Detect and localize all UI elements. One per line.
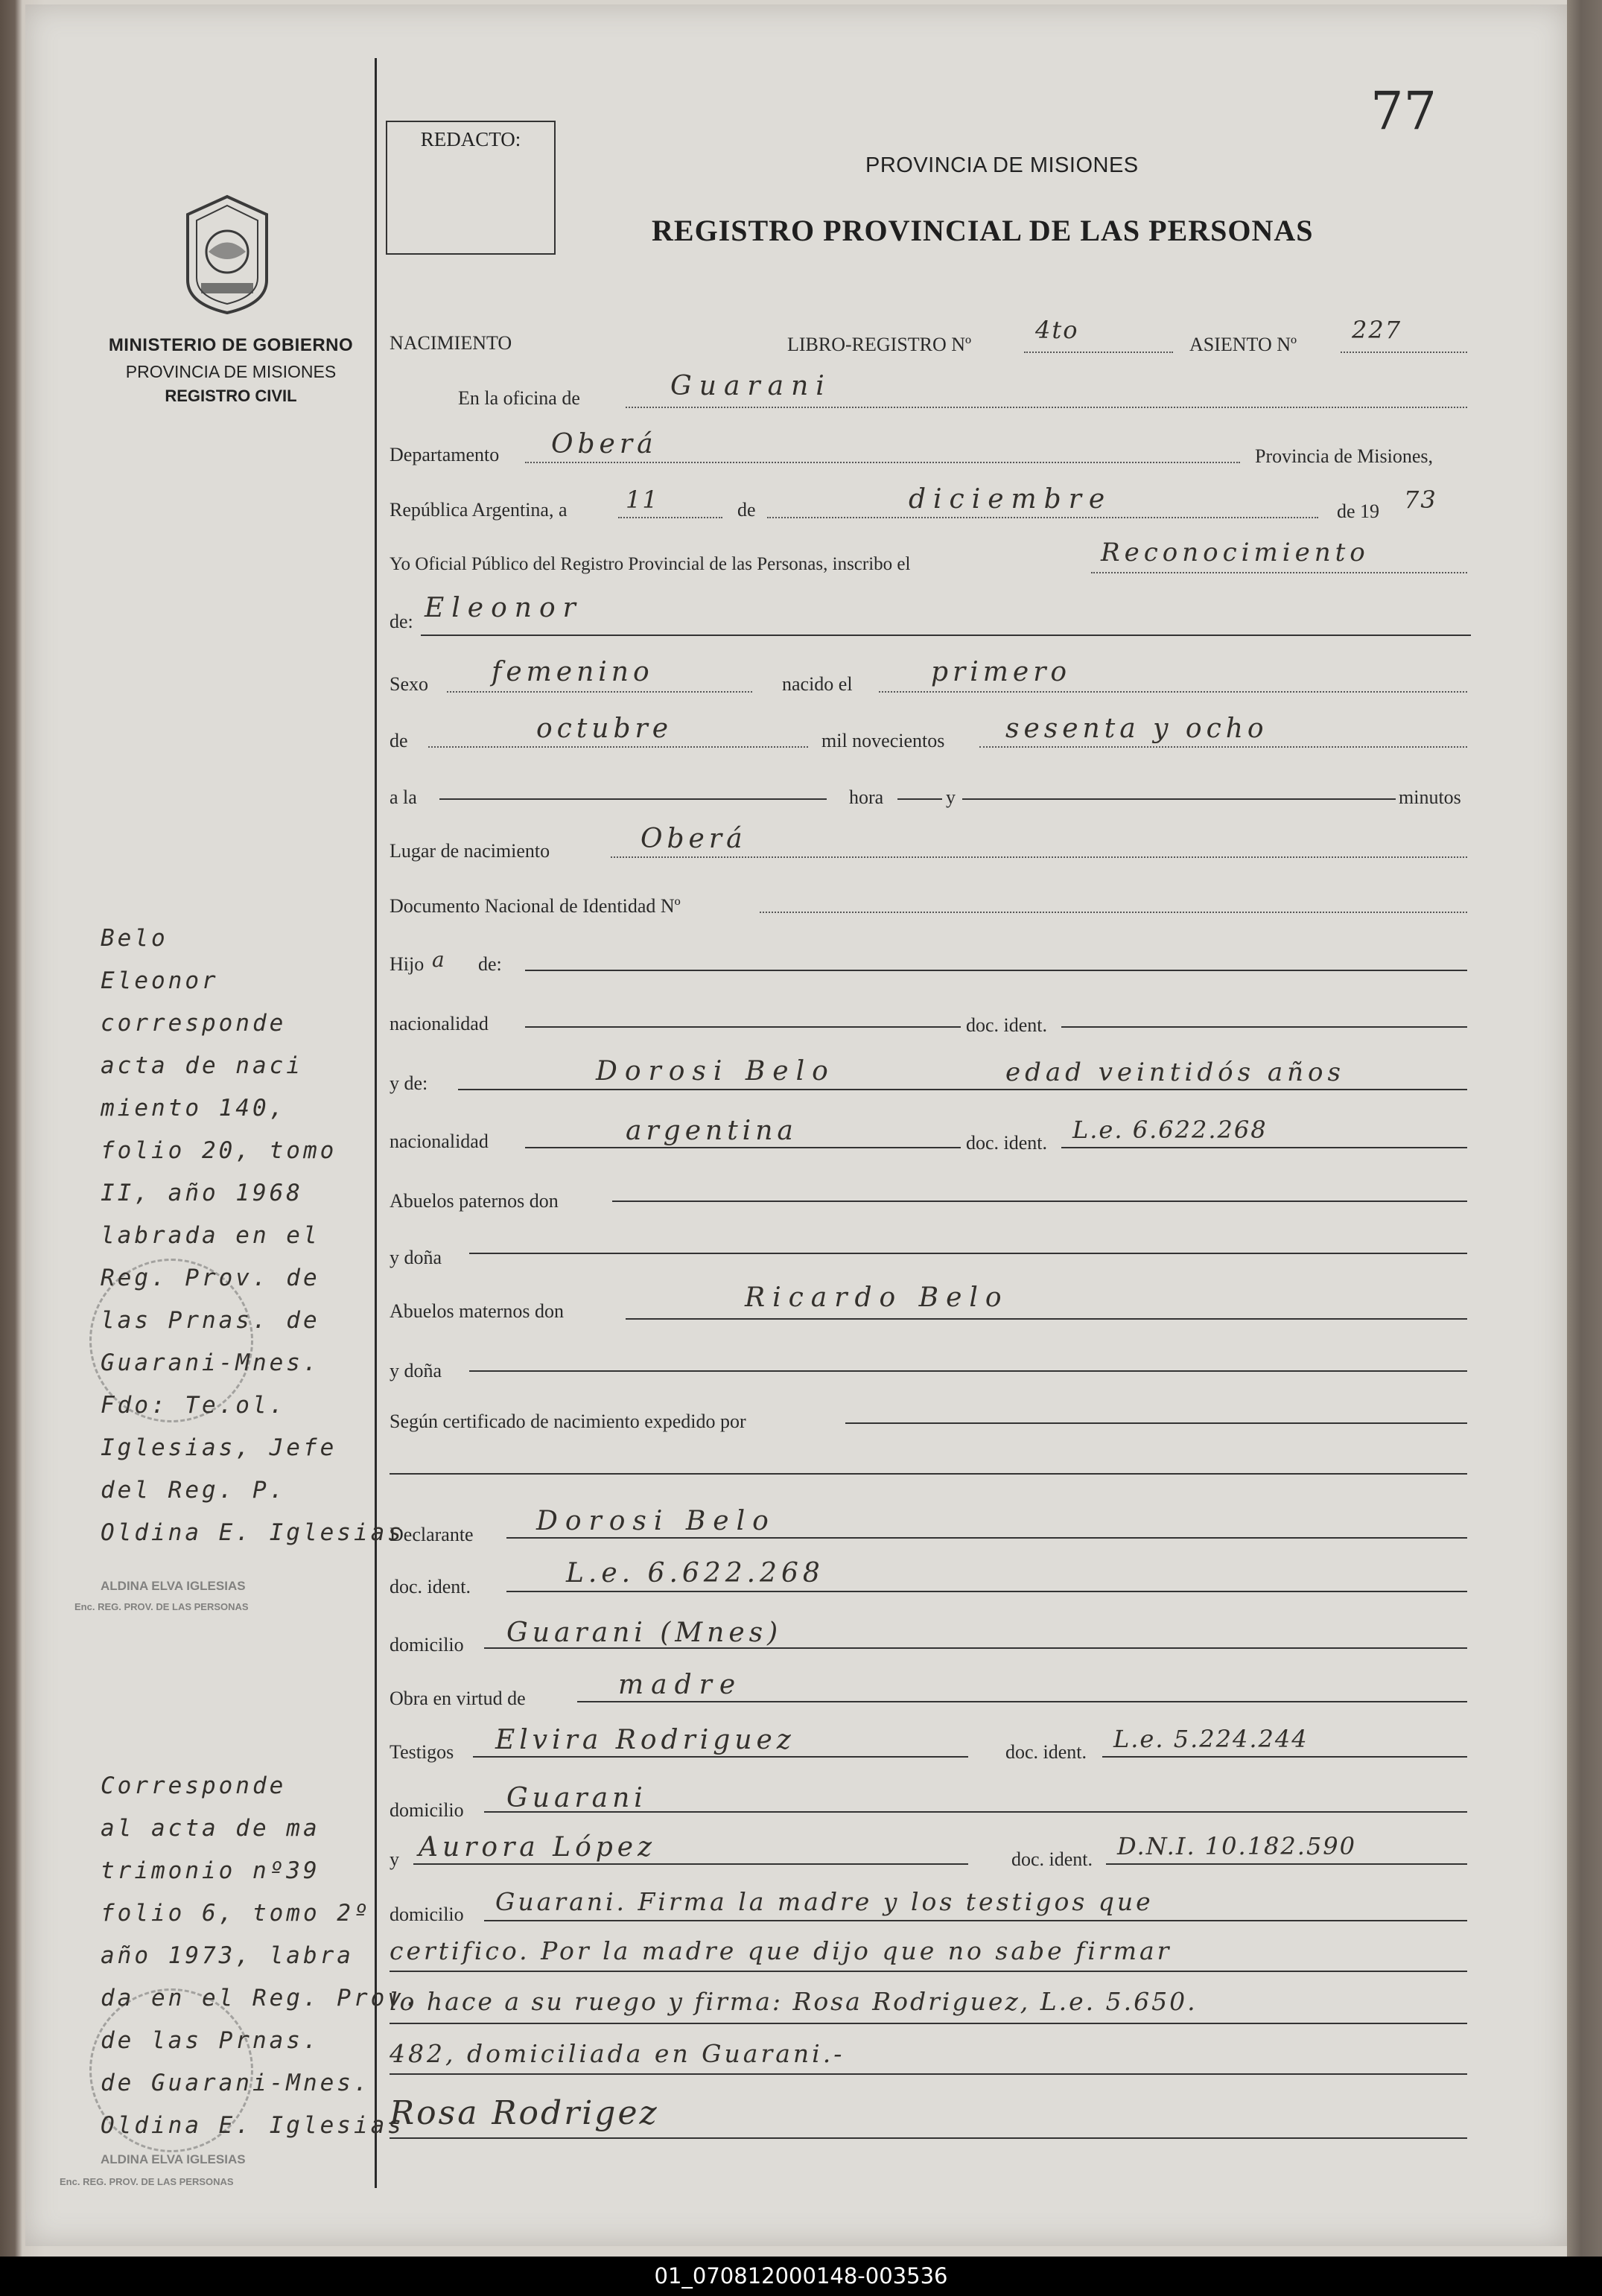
dec-dom-value: Guarani (Mnes): [506, 1618, 783, 1648]
nombre-line: [421, 635, 1471, 636]
dni-line: [760, 912, 1467, 913]
margin-note-line: Belo: [101, 925, 168, 952]
margin-note-line: Fdo: Te.ol.: [101, 1392, 287, 1419]
margin-note-line: folio 20, tomo: [101, 1137, 337, 1164]
stamp-name-2: ALDINA ELVA IGLESIAS: [101, 2152, 246, 2166]
madre-value: Dorosi Belo: [596, 1056, 836, 1087]
mes-value: diciembre: [909, 484, 1113, 515]
dec-dom-line: [484, 1647, 1467, 1649]
abuelo-mat-value: Ricardo Belo: [745, 1282, 1009, 1313]
hora-line: [897, 798, 942, 800]
docident-line: [1061, 1026, 1467, 1028]
margin-note-line: Corresponde: [101, 1772, 287, 1799]
remarks-rule1: [484, 1920, 1467, 1921]
remarks-line2: certifico. Por la madre que dijo que no sabe firmar: [390, 1936, 1172, 1965]
asiento-label: ASIENTO Nº: [1189, 334, 1297, 355]
libro-line: [1024, 352, 1173, 353]
dia-value: 11: [626, 486, 659, 514]
margin-note-line: de Guarani-Mnes.: [101, 2070, 371, 2096]
madre-nac-value: argentina: [626, 1116, 798, 1146]
hijo-line: [525, 970, 1467, 971]
dec-doc-value: L.e. 6.622.268: [566, 1558, 824, 1589]
margin-note-line: Oldina E. Iglesias: [101, 2112, 404, 2139]
margin-note-2: [101, 1765, 422, 2147]
docident2-label: doc. ident.: [966, 1132, 1048, 1154]
nacionalidad2-label: nacionalidad: [390, 1130, 489, 1152]
libro-label: LIBRO-REGISTRO Nº: [787, 334, 972, 355]
province-title: PROVINCIA DE MISIONES: [865, 153, 1139, 177]
margin-note-line: corresponde: [101, 1010, 287, 1037]
y-label: y: [946, 786, 956, 808]
testigo2-doc-label: doc. ident.: [1011, 1848, 1093, 1870]
de-label: de: [737, 499, 756, 521]
madre-line: [458, 1089, 1467, 1090]
minutos-label: minutos: [1399, 786, 1461, 808]
abuelos-pat-label: Abuelos paternos don: [390, 1190, 559, 1212]
signature-rule: [390, 2137, 1467, 2139]
margin-note-line: Reg. Prov. de: [101, 1265, 320, 1291]
testigo1-doc-value: L.e. 5.224.244: [1113, 1725, 1309, 1753]
margin-note-line: Iglesias, Jefe: [101, 1434, 337, 1461]
nombre-value: Eleonor: [425, 593, 583, 623]
departamento-line: [525, 462, 1240, 463]
segun-label: Según certificado de nacimiento expedido por: [390, 1411, 746, 1432]
republica-label: República Argentina, a: [390, 499, 568, 521]
margin-note-line: las Prnas. de: [101, 1307, 320, 1334]
nacionalidad-line: [525, 1026, 961, 1028]
y2-label: y: [390, 1848, 399, 1870]
ala-line: [439, 798, 827, 800]
margin-note-line: trimonio nº39: [101, 1857, 320, 1884]
sexo-label: Sexo: [390, 673, 428, 695]
remarks-rule4: [390, 2073, 1467, 2075]
page-number: 77: [1370, 80, 1437, 141]
margin-note-line: al acta de ma: [101, 1815, 320, 1842]
lugar-value: Oberá: [641, 824, 747, 854]
remarks-line4: 482, domiciliada en Guarani.-: [390, 2039, 845, 2068]
testigo1-doc-label: doc. ident.: [1005, 1741, 1087, 1763]
testigo2-line: [413, 1863, 968, 1865]
obra-label: Obra en virtud de: [390, 1688, 526, 1709]
minutos-line: [962, 798, 1396, 800]
margin-note-line: folio 6, tomo 2º: [101, 1900, 371, 1927]
obra-line: [577, 1701, 1467, 1702]
registry-title: REGISTRO PROVINCIAL DE LAS PERSONAS: [652, 214, 1314, 247]
segun-line: [845, 1422, 1467, 1424]
inscribo-value: Reconocimiento: [1101, 538, 1370, 567]
nacido-line: [879, 691, 1467, 693]
inscribo-line: [1091, 572, 1467, 573]
libro-value: 4to: [1035, 316, 1079, 344]
lugar-line: [611, 856, 1467, 858]
margin-note-line: II, año 1968: [101, 1180, 303, 1206]
abuelos-mat-label: Abuelos maternos don: [390, 1300, 564, 1322]
footer-id: 01_070812000148-003536: [0, 2257, 1602, 2296]
segun-line2: [390, 1473, 1467, 1475]
yde-label: y de:: [390, 1072, 428, 1094]
abuelos-mat-line: [626, 1318, 1467, 1320]
departamento-value: Oberá: [551, 429, 658, 459]
remarks-rule3: [390, 2023, 1467, 2024]
provincia-label: Provincia de Misiones,: [1255, 445, 1434, 467]
testigo1-dom-label: domicilio: [390, 1799, 464, 1821]
ala-label: a la: [390, 786, 417, 808]
remarks-line3: lo hace a su ruego y firma: Rosa Rodriguez, L.e. 5.650.: [390, 1987, 1198, 2016]
obra-value: madre: [618, 1670, 743, 1700]
ministry-line1: MINISTERIO DE GOBIERNO: [108, 335, 354, 355]
testigo1-dom-value: Guarani: [506, 1783, 647, 1813]
testigo1-dom-line: [484, 1811, 1467, 1813]
ydona2-label: y doña: [390, 1360, 442, 1381]
oficina-line: [626, 407, 1467, 408]
redacto-box: [386, 121, 556, 255]
oficina-label: En la oficina de: [458, 387, 580, 409]
docident-label: doc. ident.: [966, 1014, 1048, 1036]
ydona2-line: [469, 1370, 1467, 1372]
testigo1-value: Elvira Rodriguez: [495, 1725, 795, 1755]
declarante-line: [506, 1537, 1467, 1539]
provincial-seal-icon: [179, 192, 276, 317]
dec-doc-line: [506, 1591, 1467, 1592]
ministry-line3: REGISTRO CIVIL: [165, 387, 297, 405]
margin-note-line: miento 140,: [101, 1095, 287, 1122]
edad-value: edad veintidós años: [1005, 1058, 1345, 1087]
stamp-name-1: ALDINA ELVA IGLESIAS: [101, 1579, 246, 1593]
anio-value: 73: [1404, 486, 1437, 514]
testigo2-dom-label: domicilio: [390, 1904, 464, 1925]
margin-note-1: [101, 918, 404, 1554]
dni-label: Documento Nacional de Identidad Nº: [390, 895, 681, 917]
ministry-header: [82, 335, 380, 406]
mil-label: mil novecientos: [821, 730, 945, 751]
margin-note-line: Eleonor: [101, 967, 219, 994]
lugar-label: Lugar de nacimiento: [390, 840, 550, 862]
madre-doc-line: [1061, 1147, 1467, 1148]
asiento-value: 227: [1352, 316, 1402, 344]
remarks-rule2: [390, 1971, 1467, 1972]
departamento-label: Departamento: [390, 444, 500, 465]
mes-line: [767, 517, 1318, 518]
book-edge: [1567, 0, 1602, 2257]
redacto-label: REDACTO:: [420, 128, 521, 150]
declarante-value: Dorosi Belo: [536, 1506, 776, 1536]
dec-doc-label: doc. ident.: [390, 1576, 471, 1597]
dia-line: [618, 517, 722, 518]
hora-label: hora: [849, 786, 884, 808]
signature: Rosa Rodrigez: [390, 2094, 659, 2132]
margin-note-line: del Reg. P.: [101, 1477, 287, 1504]
oficina-value: Guarani: [670, 371, 832, 401]
ydona-line: [469, 1253, 1467, 1254]
testigo1-doc-line: [1102, 1756, 1467, 1758]
margin-note-line: labrada en el: [101, 1222, 320, 1249]
remarks-line1: Guarani. Firma la madre y los testigos que: [495, 1887, 1154, 1916]
testigo2-value: Aurora López: [419, 1832, 657, 1863]
testigo1-line: [473, 1756, 968, 1758]
declarante-label: Declarante: [390, 1524, 474, 1545]
nac-anio-line: [979, 746, 1467, 748]
nacido-value: primero: [931, 657, 1072, 687]
hijo-de-label: de:: [478, 953, 502, 975]
stamp-office-1: Enc. REG. PROV. DE LAS PERSONAS: [74, 1601, 249, 1612]
sexo-line: [447, 691, 752, 693]
abuelos-pat-line: [612, 1201, 1467, 1202]
hijo-suffix: a: [432, 947, 446, 972]
madre-nac-line: [525, 1147, 961, 1148]
ydona-label: y doña: [390, 1247, 442, 1268]
nac-mes-value: octubre: [536, 713, 673, 744]
sexo-value: femenino: [492, 657, 654, 687]
hijo-label: Hijo: [390, 953, 425, 975]
ministry-line2: PROVINCIA DE MISIONES: [125, 362, 337, 381]
testigos-label: Testigos: [390, 1741, 454, 1763]
de2-label: de:: [390, 611, 413, 632]
margin-note-line: de las Prnas.: [101, 2027, 320, 2054]
dec-dom-label: domicilio: [390, 1634, 464, 1656]
madre-doc-value: L.e. 6.622.268: [1072, 1116, 1268, 1144]
asiento-line: [1341, 352, 1467, 353]
nac-mes-line: [428, 746, 808, 748]
nacionalidad-label: nacionalidad: [390, 1013, 489, 1034]
yo-label: Yo Oficial Público del Registro Provincial de las Personas, inscribo el: [390, 554, 911, 574]
margin-note-line: acta de naci: [101, 1052, 303, 1079]
de3-label: de: [390, 730, 408, 751]
testigo2-doc-value: D.N.I. 10.182.590: [1117, 1832, 1357, 1860]
anio-label: de 19: [1337, 500, 1380, 522]
nac-anio-value: sesenta y ocho: [1005, 713, 1268, 744]
nacido-label: nacido el: [782, 673, 853, 695]
margin-note-line: Oldina E. Iglesias: [101, 1519, 404, 1546]
margin-note-line: da en el Reg. Prov.: [101, 1985, 422, 2012]
margin-note-line: Guarani-Mnes.: [101, 1349, 320, 1376]
testigo2-doc-line: [1106, 1863, 1467, 1865]
type-label: NACIMIENTO: [390, 332, 512, 354]
margin-note-line: año 1973, labra: [101, 1942, 354, 1969]
stamp-office-2: Enc. REG. PROV. DE LAS PERSONAS: [60, 2176, 234, 2187]
